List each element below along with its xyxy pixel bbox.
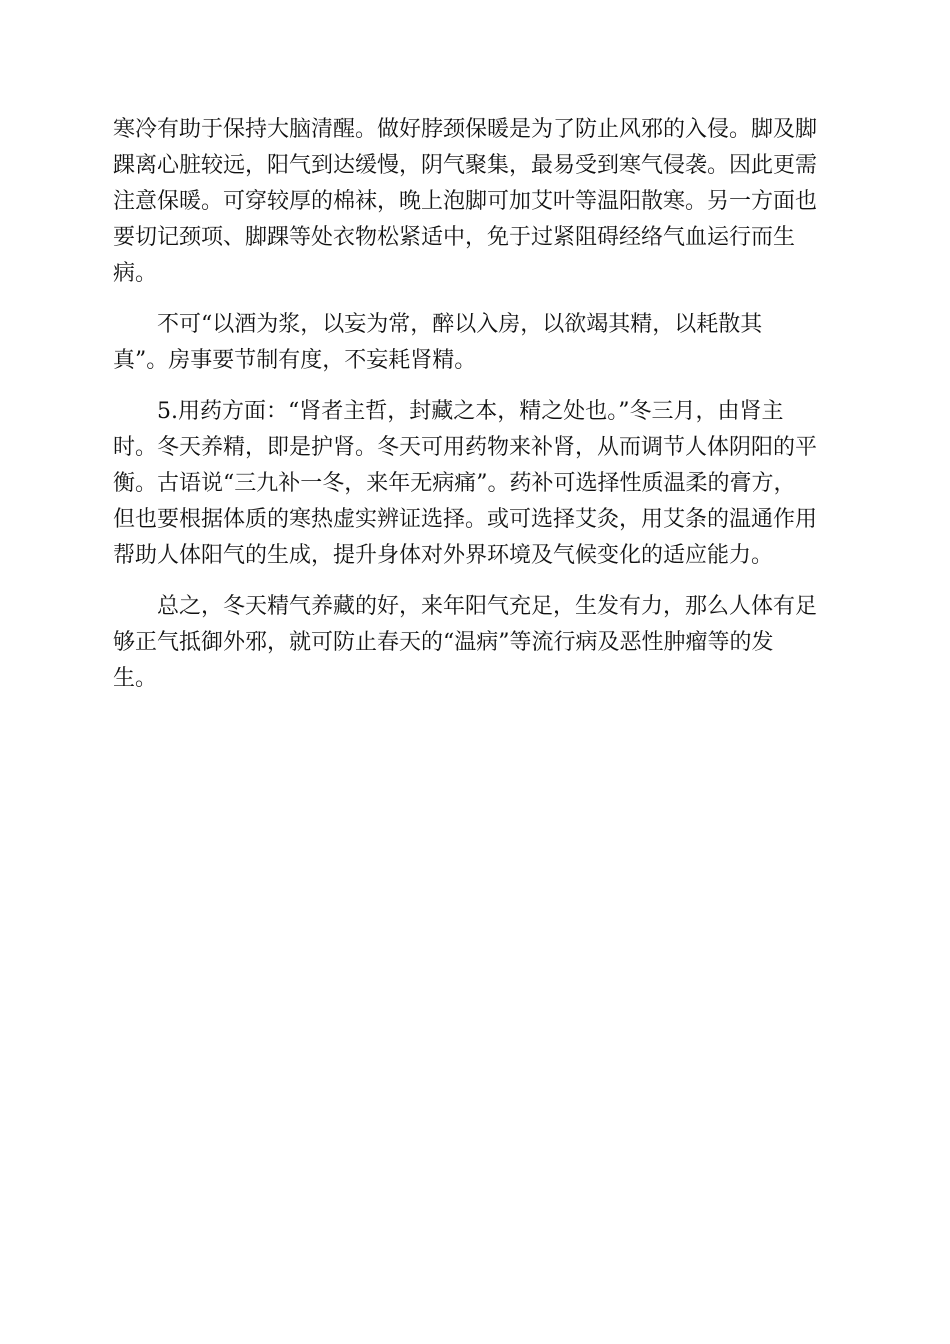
paragraph-1-line-4: 要切记颈项、脚踝等处衣物松紧适中，免于过紧阻碍经络气血运行而生 <box>113 225 796 250</box>
paragraph-3 <box>113 394 833 574</box>
paragraph-1-line-2: 踝离心脏较远，阳气到达缓慢，阴气聚集，最易受到寒气侵袭。因此更需 <box>113 153 818 178</box>
paragraph-3-line-1: 5.用药方面：“肾者主哲，封藏之本，精之处也。”冬三月，由肾主 <box>157 399 784 424</box>
paragraph-2-line-1: 不可“以酒为浆，以妄为常，醉以入房，以欲竭其精，以耗散其 <box>157 312 763 337</box>
paragraph-4-line-3: 生。 <box>113 666 158 691</box>
paragraph-2 <box>113 307 833 379</box>
paragraph-1-line-3: 注意保暖。可穿较厚的棉袜，晚上泡脚可加艾叶等温阳散寒。另一方面也 <box>113 189 818 214</box>
document-body <box>113 112 833 712</box>
paragraph-4 <box>113 589 833 697</box>
paragraph-3-line-2: 时。冬天养精，即是护肾。冬天可用药物来补肾，从而调节人体阴阳的平 <box>113 435 818 460</box>
paragraph-2-line-2: 真”。房事要节制有度，不妄耗肾精。 <box>113 348 477 373</box>
paragraph-1-line-1: 寒冷有助于保持大脑清醒。做好脖颈保暖是为了防止风邪的入侵。脚及脚 <box>113 117 818 142</box>
paragraph-4-line-2: 够正气抵御外邪，就可防止春天的“温病”等流行病及恶性肿瘤等的发 <box>113 630 774 655</box>
paragraph-3-line-3: 衡。古语说“三九补一冬，来年无病痛”。药补可选择性质温柔的膏方， <box>113 471 796 496</box>
paragraph-3-line-4: 但也要根据体质的寒热虚实辨证选择。或可选择艾灸，用艾条的温通作用 <box>113 507 818 532</box>
paragraph-1 <box>113 112 833 292</box>
paragraph-3-line-5: 帮助人体阳气的生成，提升身体对外界环境及气候变化的适应能力。 <box>113 543 774 568</box>
paragraph-4-line-1: 总之，冬天精气养藏的好，来年阳气充足，生发有力，那么人体有足 <box>157 594 818 619</box>
paragraph-1-line-5: 病。 <box>113 261 158 286</box>
